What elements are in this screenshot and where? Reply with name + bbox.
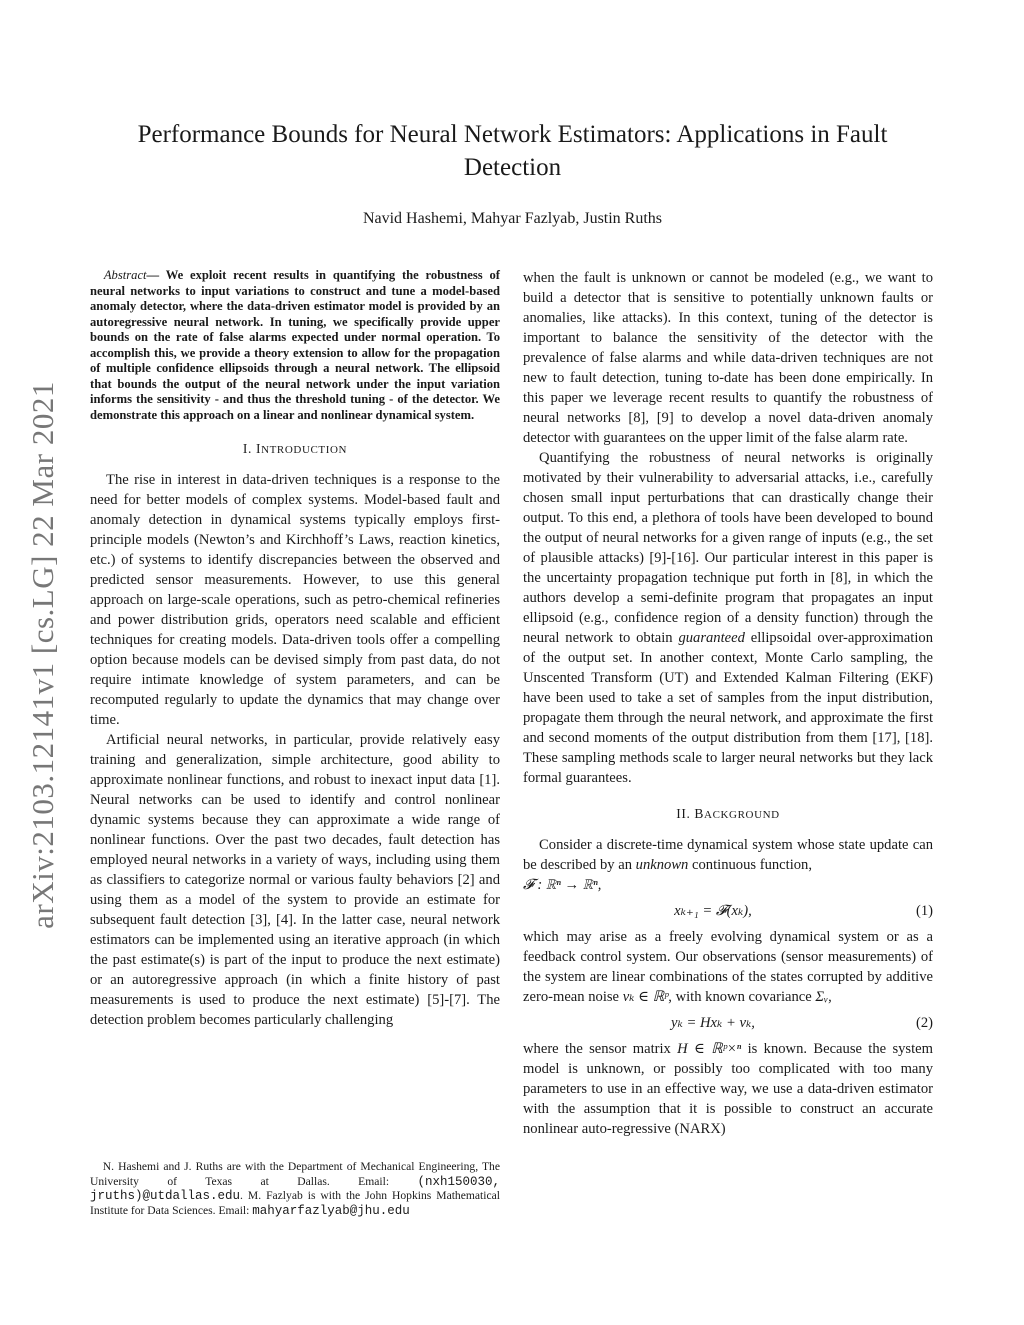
author-footnote: N. Hashemi and J. Ruths are with the Department of Mechanical Engineering, The University of Texas at Dallas. Email: (nxh150030, jruths)@utdallas.edu. M. Fazlyab is with the John Hopkins Mathematical Institute for Data Sciences. Email: mahyarfazlyab@jhu.edu [90,1160,500,1218]
section-heading-background: II. BACKGROUND [676,806,780,821]
abstract-text: — We exploit recent results in quantifying the robustness of neural networks to input variations to construct and tune a model-based anomaly detector, where the data-driven estimator model is provided by an autoregressive neural network. In tuning, we specifically provide upper bounds on the rate of false alarms expected under normal operation. To accomplish this, we provide a theory extension to allow for the propagation of multiple confidence ellipsoids through a neural network. The ellipsoid that bounds the output of the neural network under the input variation informs the sensitivity - and thus the threshold tuning - of the detector. We demonstrate this approach on a linear and nonlinear dynamical system. [90,268,500,422]
email-link: (nxh150030, jruths)@utdallas.edu [90,1174,500,1203]
inline-math: 𝓕 : ℝⁿ → ℝⁿ, [523,877,602,893]
intro-paragraph-1: The rise in interest in data-driven techniques is a response to the need for better models of complex systems. Model-based fault and anomaly detection in dynamical systems typically employs first-principle models (Newton’s and Kirchhoff’s Laws, reaction kinetics, etc.) of systems to identify discrepancies between the observed and predicted sensor measurements. However, to use this general approach on large-scale operations, such as petro-chemical refineries and power distribution grids, operators need scalable and efficient techniques for creating models. Data-driven tools offer a compelling option because models can be devised simply from past data, do not require intimate knowledge of system parameters, and can be recomputed regularly to update the dynamics that may change over time. [90,472,500,728]
abstract [90,268,500,423]
author-list: Navid Hashemi, Mahyar Fazlyab, Justin Ruths [362,210,663,227]
section-heading-introduction: I. INTRODUCTION [242,441,348,456]
background-paragraph-2: which may arise as a freely evolving dynamical system or as a feedback control system. Our observations (sensor measurements) of the system are linear combinations of the states corrupted by additive zero-mean noise vₖ ∈ ℝᵖ, with known covariance Σᵥ, [523,929,933,1005]
equation-1: xₖ₊₁ = 𝓕(xₖ), (1) [674,903,933,919]
arxiv-sidebar: arXiv:2103.12141v1 [cs.LG] 22 Mar 2021 [25,381,60,929]
left-column [90,268,500,1030]
intro-paragraph-2: Artificial neural networks, in particular, provide relatively easy training and generalization, simple architecture, good ability to approximate nonlinear functions, and robust to inexact input data [1]. Neural networks can be used to identify and control nonlinear dynamic systems because they can approximate a wide range of nonlinear functions. Over the past two decades, fault detection has employed neural networks in a variety of ways, including using them as classifiers to categorize normal or various faulty behaviors [2] and using them as a model of the system to provide an estimate for subsequent fault detection [3], [4]. In the latter case, neural network estimators can be implemented using an iterative approach (in which the past estimate(s) is part of the input to produce the next estimate) or an autoregressive approach (in which a finite history of past measurements is used to produce the next estimate) [5]-[7]. The detection problem becomes particularly challenging [90,732,500,1028]
right-paragraph-1: when the fault is unknown or cannot be modeled (e.g., we want to build a detector that is sensitive to potentially unknown faults or anomalies, like attacks). In this context, tuning of the detector is important to balance the sensitivity of the detector with the prevalence of false alarms and while data-driven techniques are not new to fault detection, tuning to-date has been done empirically. In this paper we leverage recent results to quantify the robustness of neural networks [8], [9] to develop a novel data-driven anomaly detector with guarantees on the upper limit of the false alarm rate. [523,270,933,446]
abstract-label: Abstract [103,268,147,282]
equation-number: (2) [915,1015,933,1031]
paper-title: Performance Bounds for Neural Network Estimators: Applications in Fault Detection [137,121,888,181]
email-link: mahyarfazlyab@jhu.edu [252,1203,410,1218]
equation-number: (1) [915,903,933,919]
equation-2: yₖ = Hxₖ + vₖ, (2) [671,1015,933,1031]
background-paragraph-1: Consider a discrete-time dynamical system whose state update can be described by an unknown continuous function, 𝓕 : ℝⁿ → ℝⁿ, [523,837,933,893]
right-paragraph-2: Quantifying the robustness of neural networks is originally motivated by their vulnerability to adversarial attacks, i.e., carefully chosen small input perturbations that can drastically change their output. To this end, a plethora of tools have been developed to bound the output of neural networks for a given range of inputs (e.g., the set of plausible attacks) [9]-[16]. Our particular interest in this paper is the uncertainty propagation technique put forth in [8], in which the authors develop a semi-definite program that propagates an input ellipsoid (e.g., confidence region of a density function) through the neural network to obtain guaranteed ellipsoidal over-approximation of the output set. In another context, Monte Carlo sampling, the Unscented Transform (UT) and Extended Kalman Filtering (EKF) have been used to take a set of samples from the input distribution, propagate them through the neural network, and approximate the first and second moments of the output distribution from them [17], [18]. These sampling methods scale to larger neural networks but they lack formal guarantees. [523,450,933,786]
background-paragraph-3: where the sensor matrix H ∈ ℝᵖ×ⁿ is known. Because the system model is unknown, or possibly too complicated with too many parameters to use in an effective way, we use a data-driven estimator with the assumption that it is possible to construct an accurate nonlinear auto-regressive (NARX) [523,1041,933,1137]
right-column [523,268,933,1139]
